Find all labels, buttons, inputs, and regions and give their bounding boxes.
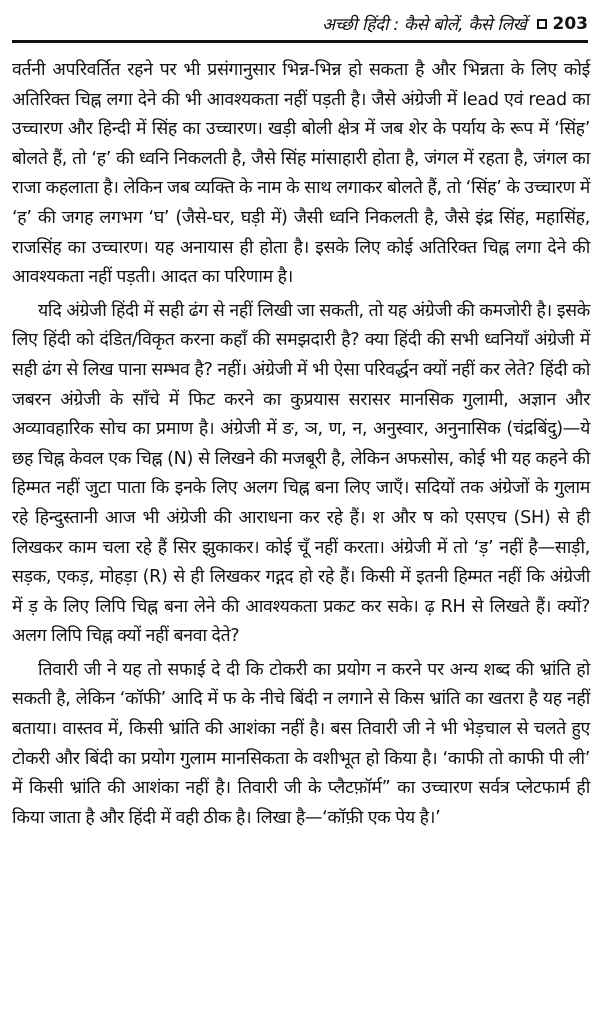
paragraph-3: तिवारी जी ने यह तो सफाई दे दी कि टोकरी का प्रयोग न करने पर अन्य शब्द की भ्रांति हो सकती है, लेकिन ‘कॉफी’ आदि में फ के नीचे बिंदी न लगाने से किस भ्रांति का खतरा है यह नहीं बताया। वास्तव में, किसी भ्रांति की आशंका नहीं है। बस तिवारी जी ने भी भेड़चाल से चलते हुए टोकरी और बिंदी का प्रयोग गुलाम मानसिकता के वशीभूत हो किया है। ‘काफी तो काफी पी ली’ में किसी भ्रांति की आशंका नहीं है। तिवारी जी के प्लैटफ़ॉर्म” का उच्चारण सर्वत्र प्लेटफार्म ही किया जाता है और हिंदी में वही ठीक है। लिखा है—‘कॉफ़ी एक पेय है।’ (12, 659, 590, 828)
running-header (12, 6, 588, 43)
running-title: अच्छी हिंदी : कैसे बोलें, कैसे लिखें (321, 15, 527, 35)
header-right (322, 12, 588, 35)
page-number: 203 (552, 13, 588, 34)
paragraph-1: वर्तनी अपरिवर्तित रहने पर भी प्रसंगानुसार भिन्न-भिन्न हो सकता है और भिन्नता के लिए कोई अतिरिक्त चिह्न लगा देने की भी आवश्यकता नहीं पड़ती है। जैसे अंग्रेजी में lead एवं read का उच्चारण और हिन्दी में सिंह का उच्चारण। खड़ी बोली क्षेत्र में जब शेर के पर्याय के रूप में ‘सिंह’ बोलते हैं, तो ‘ह’ की ध्वनि निकलती है, जैसे सिंह मांसाहारी होता है, जंगल में रहता है, जंगल का राजा कहलाता है। लेकिन जब व्यक्ति के नाम के साथ लगाकर बोलते हैं, तो ‘सिंह’ के उच्चारण में ‘ह’ की जगह लगभग ‘घ’ (जैसे-घर, घड़ी में) जैसी ध्वनि निकलती है, जैसे इंद्र सिंह, महासिंह, राजसिंह का उच्चारण। यह अनायास ही होता है। इसके लिए कोई अतिरिक्त चिह्न लगा देने की आवश्यकता नहीं पड़ती। आदत का परिणाम है। (12, 60, 590, 288)
body-text (12, 56, 590, 837)
paragraph-2: यदि अंग्रेजी हिंदी में सही ढंग से नहीं लिखी जा सकती, तो यह अंग्रेजी की कमजोरी है। इसके लिए हिंदी को दंडित/विकृत करना कहाँ की समझदारी है? क्या हिंदी की सभी ध्वनियाँ अंग्रेजी में सही ढंग से लिख पाना सम्भव है? नहीं। अंग्रेजी में भी ऐसा परिवर्द्धन क्यों नहीं कर लेते? हिंदी को जबरन अंग्रेजी के साँचे में फिट करने का कुप्रयास सरासर मानसिक गुलामी, अज्ञान और अव्यावहारिक सोच का प्रमाण है। अंग्रेजी में ङ, ञ, ण, न, अनुस्वार, अनुनासिक (चंद्रबिंदु)—ये छह चिह्न केवल एक चिह्न (N) से लिखने की मजबूरी है, लेकिन अफसोस, कोई भी यह कहने की हिम्मत नहीं जुटा पाता कि इनके लिए अलग चिह्न बना लिए जाएँ। सदियों तक अंग्रेजों के गुलाम रहे हिन्दुस्तानी आज भी अंग्रेजी की आराधना कर रहे हैं। श और ष को एसएच (SH) से ही लिखकर काम चला रहे हैं सिर झुकाकर। कोई चूँ नहीं करता। अंग्रेजी में तो ‘ड़’ नहीं है—साड़ी, सड़क, एकड़, मोहड़ा (R) से ही लिखकर गद्गद हो रहे हैं। किसी में इतनी हिम्मत नहीं कि अंग्रेजी में ड़ के लिए लिपि चिह्न बना लेने की आवश्यकता प्रकट कर सके। ढ़ RH से लिखते हैं। क्यों? अलग लिपि चिह्न क्यों नहीं बनवा देते? (12, 300, 590, 647)
square-box-icon (537, 19, 547, 29)
